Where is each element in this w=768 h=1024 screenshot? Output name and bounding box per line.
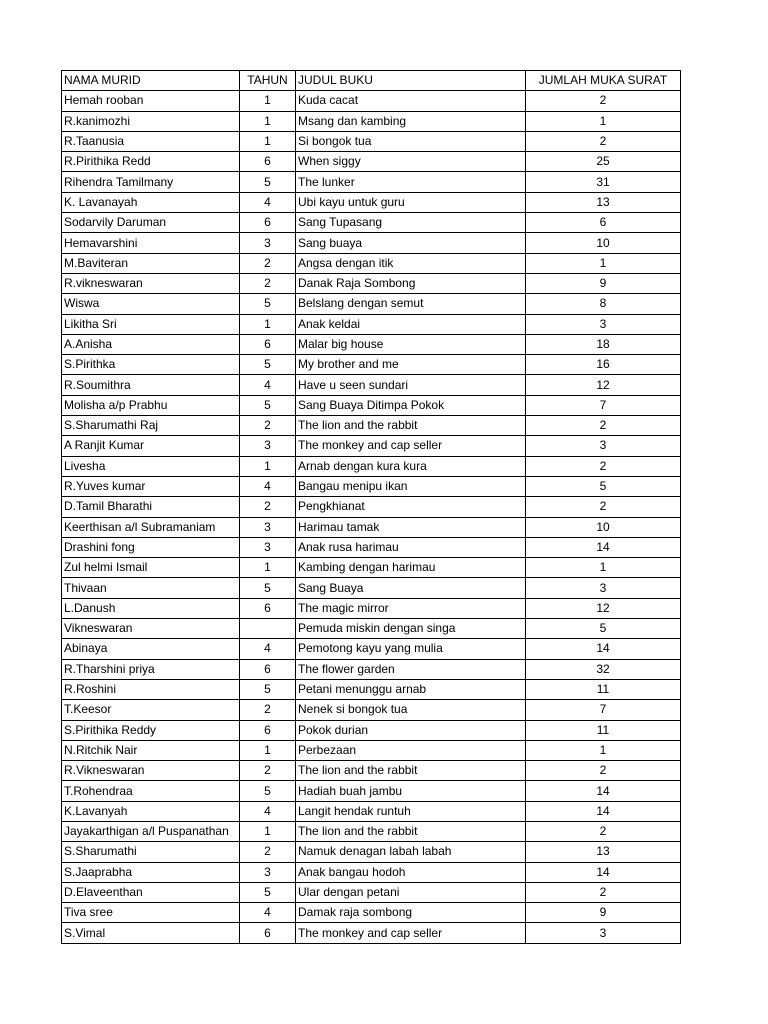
cell-nama-murid: S.Vimal	[62, 923, 240, 943]
table-row	[62, 314, 681, 334]
cell-jumlah-muka-surat: 9	[526, 903, 681, 923]
cell-nama-murid: Tiva sree	[62, 903, 240, 923]
table-row	[62, 720, 681, 740]
table-row	[62, 598, 681, 618]
cell-nama-murid: S.Jaaprabha	[62, 862, 240, 882]
table-row	[62, 537, 681, 557]
cell-tahun: 3	[240, 517, 296, 537]
table-body	[62, 91, 681, 943]
cell-jumlah-muka-surat: 11	[526, 679, 681, 699]
cell-jumlah-muka-surat: 13	[526, 192, 681, 212]
cell-judul-buku: Msang dan kambing	[296, 111, 526, 131]
cell-jumlah-muka-surat: 7	[526, 395, 681, 415]
table-row	[62, 497, 681, 517]
cell-jumlah-muka-surat: 14	[526, 639, 681, 659]
cell-judul-buku: The monkey and cap seller	[296, 923, 526, 943]
cell-jumlah-muka-surat: 8	[526, 294, 681, 314]
cell-nama-murid: S.Sharumathi	[62, 842, 240, 862]
table-row	[62, 456, 681, 476]
cell-jumlah-muka-surat: 3	[526, 923, 681, 943]
cell-jumlah-muka-surat: 2	[526, 497, 681, 517]
table-row	[62, 476, 681, 496]
cell-nama-murid: Likitha Sri	[62, 314, 240, 334]
cell-tahun: 5	[240, 172, 296, 192]
table-row	[62, 862, 681, 882]
cell-judul-buku: The lunker	[296, 172, 526, 192]
cell-nama-murid: M.Baviteran	[62, 253, 240, 273]
cell-tahun: 4	[240, 639, 296, 659]
table-row	[62, 903, 681, 923]
cell-nama-murid: R.Roshini	[62, 679, 240, 699]
cell-tahun: 5	[240, 355, 296, 375]
table-row	[62, 781, 681, 801]
cell-nama-murid: Drashini fong	[62, 537, 240, 557]
cell-nama-murid: R.Pirithika Redd	[62, 152, 240, 172]
cell-nama-murid: Zul helmi Ismail	[62, 558, 240, 578]
cell-nama-murid: A.Anisha	[62, 334, 240, 354]
cell-nama-murid: Abinaya	[62, 639, 240, 659]
cell-nama-murid: Jayakarthigan a/l Puspanathan	[62, 821, 240, 841]
cell-tahun: 1	[240, 821, 296, 841]
cell-tahun: 1	[240, 456, 296, 476]
table-row	[62, 801, 681, 821]
cell-tahun: 2	[240, 273, 296, 293]
cell-jumlah-muka-surat: 2	[526, 456, 681, 476]
cell-judul-buku: Namuk denagan labah labah	[296, 842, 526, 862]
cell-nama-murid: R.kanimozhi	[62, 111, 240, 131]
cell-jumlah-muka-surat: 14	[526, 537, 681, 557]
cell-tahun: 2	[240, 761, 296, 781]
cell-judul-buku: Anak rusa harimau	[296, 537, 526, 557]
cell-jumlah-muka-surat: 1	[526, 253, 681, 273]
cell-tahun: 6	[240, 923, 296, 943]
cell-judul-buku: Sang Buaya	[296, 578, 526, 598]
cell-nama-murid: Keerthisan a/l Subramaniam	[62, 517, 240, 537]
cell-judul-buku: Harimau tamak	[296, 517, 526, 537]
table-row	[62, 619, 681, 639]
cell-judul-buku: Sang Buaya Ditimpa Pokok	[296, 395, 526, 415]
cell-judul-buku: Perbezaan	[296, 740, 526, 760]
cell-judul-buku: Sang buaya	[296, 233, 526, 253]
table-row	[62, 294, 681, 314]
cell-tahun: 5	[240, 882, 296, 902]
cell-jumlah-muka-surat: 14	[526, 862, 681, 882]
cell-jumlah-muka-surat: 9	[526, 273, 681, 293]
table-row	[62, 172, 681, 192]
cell-nama-murid: S.Pirithika Reddy	[62, 720, 240, 740]
cell-judul-buku: Pemotong kayu yang mulia	[296, 639, 526, 659]
cell-tahun: 6	[240, 213, 296, 233]
table-row	[62, 821, 681, 841]
cell-nama-murid: R.Yuves kumar	[62, 476, 240, 496]
table-row	[62, 111, 681, 131]
cell-tahun: 2	[240, 700, 296, 720]
table-row	[62, 334, 681, 354]
cell-nama-murid: Thivaan	[62, 578, 240, 598]
cell-judul-buku: Anak bangau hodoh	[296, 862, 526, 882]
table-row	[62, 923, 681, 943]
cell-nama-murid: R.Soumithra	[62, 375, 240, 395]
cell-nama-murid: S.Pirithka	[62, 355, 240, 375]
cell-judul-buku: Sang Tupasang	[296, 213, 526, 233]
cell-tahun: 2	[240, 416, 296, 436]
cell-jumlah-muka-surat: 5	[526, 476, 681, 496]
table-row	[62, 152, 681, 172]
cell-jumlah-muka-surat: 3	[526, 314, 681, 334]
cell-judul-buku: Kuda cacat	[296, 91, 526, 111]
cell-judul-buku: Anak keldai	[296, 314, 526, 334]
cell-nama-murid: Hemavarshini	[62, 233, 240, 253]
cell-jumlah-muka-surat: 6	[526, 213, 681, 233]
cell-tahun: 5	[240, 578, 296, 598]
cell-tahun: 6	[240, 334, 296, 354]
cell-judul-buku: Arnab dengan kura kura	[296, 456, 526, 476]
table-row	[62, 395, 681, 415]
cell-jumlah-muka-surat: 2	[526, 821, 681, 841]
cell-tahun: 3	[240, 862, 296, 882]
cell-jumlah-muka-surat: 2	[526, 416, 681, 436]
table-row	[62, 842, 681, 862]
cell-judul-buku: Langit hendak runtuh	[296, 801, 526, 821]
cell-judul-buku: The lion and the rabbit	[296, 761, 526, 781]
cell-tahun	[240, 619, 296, 639]
cell-nama-murid: T.Keesor	[62, 700, 240, 720]
cell-tahun: 3	[240, 233, 296, 253]
cell-judul-buku: Petani menunggu arnab	[296, 679, 526, 699]
cell-nama-murid: Molisha a/p Prabhu	[62, 395, 240, 415]
cell-nama-murid: Vikneswaran	[62, 619, 240, 639]
cell-nama-murid: Livesha	[62, 456, 240, 476]
cell-jumlah-muka-surat: 18	[526, 334, 681, 354]
table-row	[62, 436, 681, 456]
cell-judul-buku: The lion and the rabbit	[296, 416, 526, 436]
cell-nama-murid: Hemah rooban	[62, 91, 240, 111]
cell-nama-murid: R.vikneswaran	[62, 273, 240, 293]
cell-judul-buku: Bangau menipu ikan	[296, 476, 526, 496]
table-row	[62, 578, 681, 598]
cell-judul-buku: Ular dengan petani	[296, 882, 526, 902]
cell-nama-murid: Wiswa	[62, 294, 240, 314]
cell-jumlah-muka-surat: 16	[526, 355, 681, 375]
cell-jumlah-muka-surat: 2	[526, 882, 681, 902]
cell-tahun: 3	[240, 537, 296, 557]
cell-judul-buku: The flower garden	[296, 659, 526, 679]
table-row	[62, 639, 681, 659]
cell-nama-murid: R.Tharshini priya	[62, 659, 240, 679]
cell-tahun: 1	[240, 558, 296, 578]
cell-tahun: 1	[240, 91, 296, 111]
table-row	[62, 91, 681, 111]
cell-judul-buku: Damak raja sombong	[296, 903, 526, 923]
header-judul-buku: JUDUL BUKU	[296, 71, 526, 91]
cell-jumlah-muka-surat: 3	[526, 436, 681, 456]
cell-judul-buku: The magic mirror	[296, 598, 526, 618]
table-row	[62, 213, 681, 233]
table-row	[62, 192, 681, 212]
table-row	[62, 700, 681, 720]
header-row	[62, 71, 681, 91]
reading-log-sheet	[61, 70, 680, 944]
cell-tahun: 6	[240, 659, 296, 679]
table-row	[62, 679, 681, 699]
cell-judul-buku: Nenek si bongok tua	[296, 700, 526, 720]
table-row	[62, 761, 681, 781]
cell-jumlah-muka-surat: 2	[526, 91, 681, 111]
cell-jumlah-muka-surat: 5	[526, 619, 681, 639]
header-tahun: TAHUN	[240, 71, 296, 91]
cell-nama-murid: R.Vikneswaran	[62, 761, 240, 781]
cell-tahun: 2	[240, 497, 296, 517]
cell-tahun: 2	[240, 842, 296, 862]
cell-tahun: 4	[240, 476, 296, 496]
cell-tahun: 5	[240, 395, 296, 415]
cell-nama-murid: Sodarvily Daruman	[62, 213, 240, 233]
table-row	[62, 355, 681, 375]
cell-jumlah-muka-surat: 10	[526, 233, 681, 253]
cell-tahun: 5	[240, 679, 296, 699]
table-row	[62, 233, 681, 253]
cell-judul-buku: Pemuda miskin dengan singa	[296, 619, 526, 639]
cell-judul-buku: Pengkhianat	[296, 497, 526, 517]
cell-nama-murid: D.Elaveenthan	[62, 882, 240, 902]
cell-tahun: 4	[240, 801, 296, 821]
cell-judul-buku: Angsa dengan itik	[296, 253, 526, 273]
cell-tahun: 1	[240, 740, 296, 760]
cell-tahun: 1	[240, 111, 296, 131]
cell-judul-buku: Danak Raja Sombong	[296, 273, 526, 293]
cell-jumlah-muka-surat: 12	[526, 598, 681, 618]
cell-judul-buku: The monkey and cap seller	[296, 436, 526, 456]
cell-judul-buku: The lion and the rabbit	[296, 821, 526, 841]
cell-tahun: 1	[240, 314, 296, 334]
table-row	[62, 517, 681, 537]
cell-jumlah-muka-surat: 11	[526, 720, 681, 740]
table-row	[62, 375, 681, 395]
cell-jumlah-muka-surat: 1	[526, 740, 681, 760]
cell-tahun: 4	[240, 192, 296, 212]
cell-jumlah-muka-surat: 31	[526, 172, 681, 192]
cell-jumlah-muka-surat: 12	[526, 375, 681, 395]
cell-judul-buku: Have u seen sundari	[296, 375, 526, 395]
cell-judul-buku: Ubi kayu untuk guru	[296, 192, 526, 212]
cell-tahun: 5	[240, 781, 296, 801]
cell-judul-buku: When siggy	[296, 152, 526, 172]
cell-tahun: 4	[240, 375, 296, 395]
table-row	[62, 253, 681, 273]
cell-tahun: 4	[240, 903, 296, 923]
cell-jumlah-muka-surat: 10	[526, 517, 681, 537]
table-row	[62, 882, 681, 902]
cell-nama-murid: S.Sharumathi Raj	[62, 416, 240, 436]
cell-jumlah-muka-surat: 1	[526, 558, 681, 578]
cell-tahun: 5	[240, 294, 296, 314]
cell-nama-murid: D.Tamil Bharathi	[62, 497, 240, 517]
table-row	[62, 659, 681, 679]
table-row	[62, 740, 681, 760]
cell-nama-murid: K. Lavanayah	[62, 192, 240, 212]
cell-judul-buku: My brother and me	[296, 355, 526, 375]
header-jumlah-muka-surat: JUMLAH MUKA SURAT	[526, 71, 681, 91]
header-nama-murid: NAMA MURID	[62, 71, 240, 91]
cell-tahun: 1	[240, 131, 296, 151]
cell-nama-murid: R.Taanusia	[62, 131, 240, 151]
cell-jumlah-muka-surat: 1	[526, 111, 681, 131]
reading-log-table	[61, 70, 681, 944]
cell-tahun: 6	[240, 720, 296, 740]
cell-jumlah-muka-surat: 2	[526, 131, 681, 151]
cell-jumlah-muka-surat: 7	[526, 700, 681, 720]
cell-judul-buku: Hadiah buah jambu	[296, 781, 526, 801]
cell-nama-murid: K.Lavanyah	[62, 801, 240, 821]
cell-nama-murid: L.Danush	[62, 598, 240, 618]
cell-tahun: 2	[240, 253, 296, 273]
cell-tahun: 3	[240, 436, 296, 456]
cell-nama-murid: T.Rohendraa	[62, 781, 240, 801]
cell-jumlah-muka-surat: 2	[526, 761, 681, 781]
table-row	[62, 273, 681, 293]
cell-judul-buku: Belslang dengan semut	[296, 294, 526, 314]
cell-tahun: 6	[240, 152, 296, 172]
table-row	[62, 416, 681, 436]
cell-nama-murid: A Ranjit Kumar	[62, 436, 240, 456]
table-row	[62, 558, 681, 578]
cell-jumlah-muka-surat: 25	[526, 152, 681, 172]
cell-jumlah-muka-surat: 32	[526, 659, 681, 679]
cell-judul-buku: Malar big house	[296, 334, 526, 354]
cell-nama-murid: N.Ritchik Nair	[62, 740, 240, 760]
cell-judul-buku: Pokok durian	[296, 720, 526, 740]
cell-judul-buku: Kambing dengan harimau	[296, 558, 526, 578]
cell-tahun: 6	[240, 598, 296, 618]
cell-jumlah-muka-surat: 3	[526, 578, 681, 598]
cell-judul-buku: Si bongok tua	[296, 131, 526, 151]
cell-jumlah-muka-surat: 13	[526, 842, 681, 862]
cell-jumlah-muka-surat: 14	[526, 781, 681, 801]
cell-nama-murid: Rihendra Tamilmany	[62, 172, 240, 192]
table-row	[62, 131, 681, 151]
cell-jumlah-muka-surat: 14	[526, 801, 681, 821]
